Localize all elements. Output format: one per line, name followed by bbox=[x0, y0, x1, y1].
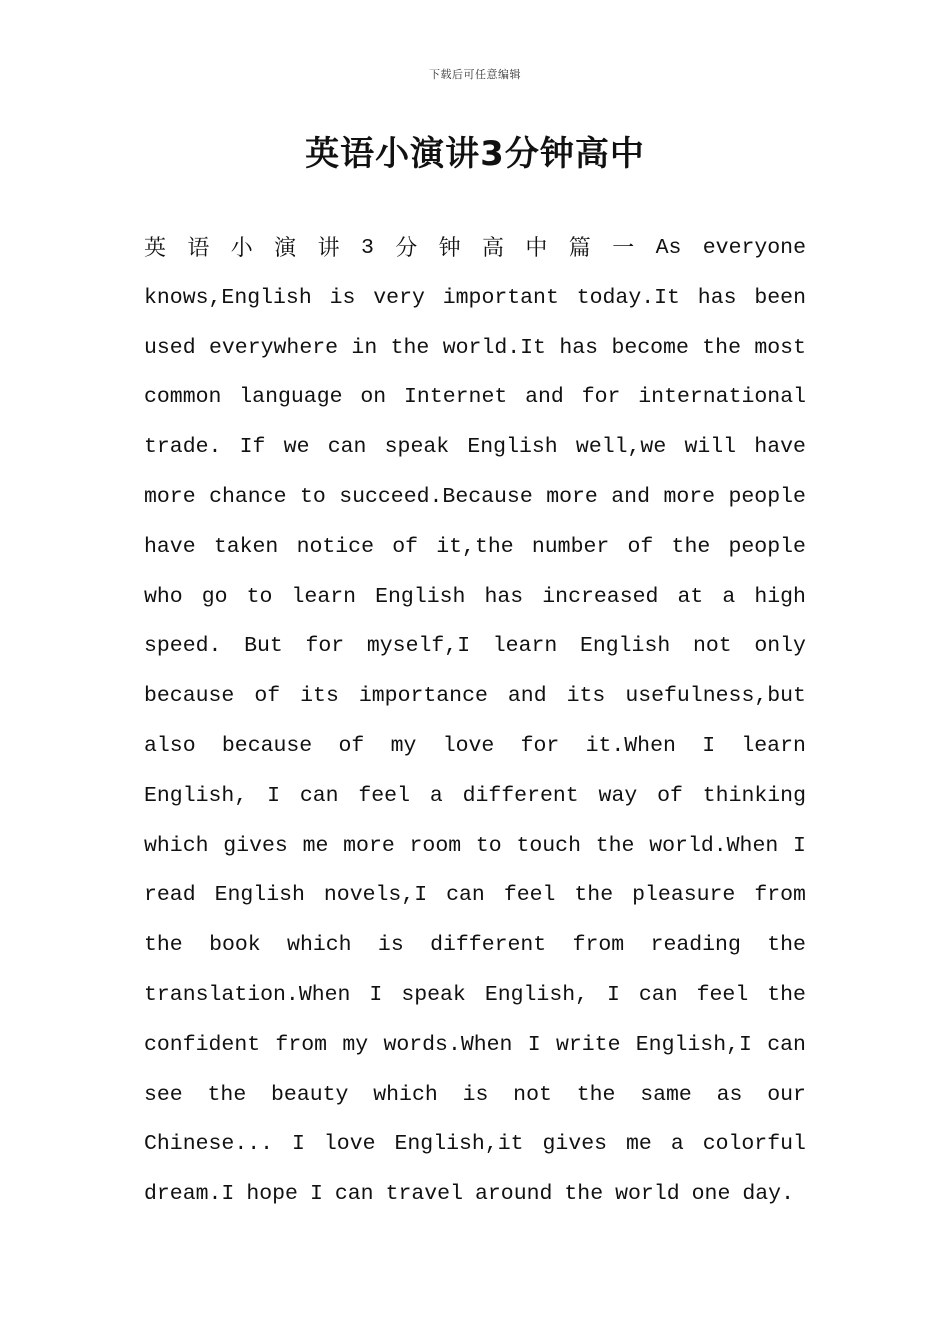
word: the bbox=[574, 883, 614, 908]
word: most bbox=[754, 335, 806, 360]
word: because bbox=[144, 684, 235, 709]
word: As bbox=[655, 236, 682, 260]
word: 演 bbox=[274, 236, 297, 261]
word: from bbox=[275, 1032, 328, 1057]
word: I bbox=[309, 1182, 323, 1207]
word: it,the bbox=[436, 534, 514, 559]
word: everyone bbox=[702, 236, 806, 260]
word: and bbox=[507, 684, 547, 709]
word: 高 bbox=[482, 236, 505, 261]
word: been bbox=[754, 285, 806, 310]
word: has bbox=[697, 285, 737, 310]
word: can bbox=[446, 883, 485, 908]
word: have bbox=[144, 534, 196, 559]
text-line bbox=[144, 274, 806, 324]
word: and bbox=[525, 385, 564, 410]
word: high bbox=[754, 584, 806, 609]
word: its bbox=[566, 684, 606, 709]
word: the bbox=[767, 933, 806, 958]
word: the bbox=[564, 1182, 604, 1207]
text-line bbox=[144, 1170, 806, 1220]
word: notice bbox=[296, 534, 374, 559]
word: confident bbox=[144, 1032, 261, 1057]
word: me bbox=[626, 1132, 652, 1157]
word: people bbox=[728, 484, 806, 509]
word: common bbox=[144, 385, 222, 410]
word: increased bbox=[542, 584, 659, 609]
word: love bbox=[442, 733, 495, 758]
word: the bbox=[595, 833, 635, 858]
word: for bbox=[520, 733, 560, 758]
word: a bbox=[670, 1132, 684, 1157]
word: which bbox=[287, 933, 352, 958]
word: in bbox=[351, 335, 378, 360]
word: beauty bbox=[271, 1082, 349, 1107]
word: not bbox=[692, 634, 732, 659]
word: world.It bbox=[442, 335, 546, 360]
word: the bbox=[144, 933, 183, 958]
word: usefulness,but bbox=[625, 684, 806, 709]
text-line bbox=[144, 672, 806, 722]
text-line bbox=[144, 1021, 806, 1071]
word: people bbox=[728, 534, 806, 559]
word: English bbox=[467, 435, 558, 460]
document-title: 英语小演讲3分钟高中 bbox=[305, 134, 645, 174]
word: its bbox=[300, 684, 339, 709]
word: it.When bbox=[585, 733, 676, 758]
text-line bbox=[144, 871, 806, 921]
word: will bbox=[684, 435, 737, 460]
word: gives bbox=[223, 833, 288, 858]
word: novels,I bbox=[323, 883, 428, 908]
word: of bbox=[392, 534, 419, 559]
text-line bbox=[144, 822, 806, 872]
word: 3 bbox=[360, 236, 374, 260]
word: Chinese... bbox=[144, 1132, 274, 1157]
word: I bbox=[607, 982, 620, 1007]
word: feel bbox=[503, 883, 556, 908]
word: very bbox=[373, 285, 425, 310]
word: international bbox=[638, 385, 806, 410]
word: learn bbox=[492, 634, 558, 659]
word: to bbox=[246, 584, 273, 609]
word: can bbox=[327, 435, 367, 460]
word: speak bbox=[384, 435, 450, 460]
word: a bbox=[722, 584, 736, 609]
word: travel bbox=[385, 1182, 463, 1207]
document-body bbox=[144, 224, 806, 1220]
word: 英 bbox=[144, 236, 167, 261]
word: not bbox=[513, 1082, 552, 1107]
word: for bbox=[581, 385, 621, 410]
word: different bbox=[430, 933, 547, 958]
word: 钟 bbox=[438, 236, 461, 261]
word: English bbox=[375, 584, 466, 609]
word: on bbox=[360, 385, 387, 410]
word: today.It bbox=[576, 285, 680, 310]
word: the bbox=[702, 335, 741, 360]
text-line bbox=[144, 772, 806, 822]
text-line bbox=[144, 971, 806, 1021]
word: number bbox=[531, 534, 610, 559]
word: thinking bbox=[702, 783, 806, 808]
word: learn bbox=[741, 733, 806, 758]
word: trade. bbox=[144, 435, 222, 460]
word: 语 bbox=[187, 236, 210, 261]
word: the bbox=[207, 1082, 247, 1107]
word: colorful bbox=[702, 1132, 806, 1157]
word: for bbox=[305, 634, 345, 659]
word: succeed.Because bbox=[339, 484, 533, 509]
word: But bbox=[244, 634, 283, 659]
text-line bbox=[144, 224, 806, 274]
word: my bbox=[390, 733, 417, 758]
word: world bbox=[615, 1182, 680, 1207]
text-line bbox=[144, 473, 806, 523]
word: become bbox=[611, 335, 689, 360]
word: at bbox=[677, 584, 704, 609]
word: the bbox=[576, 1082, 616, 1107]
word: touch bbox=[516, 833, 581, 858]
word: translation.When bbox=[144, 982, 351, 1007]
word: as bbox=[716, 1082, 743, 1107]
word: can bbox=[299, 783, 339, 808]
word: English bbox=[579, 634, 671, 659]
word: Internet bbox=[404, 385, 508, 410]
word: world.When bbox=[649, 833, 779, 858]
text-line bbox=[144, 1120, 806, 1170]
word: which bbox=[144, 833, 209, 858]
word: around bbox=[474, 1182, 553, 1207]
word: gives bbox=[542, 1132, 608, 1157]
word: more bbox=[546, 484, 598, 509]
word: of bbox=[254, 684, 281, 709]
word: from bbox=[754, 883, 806, 908]
word: because bbox=[221, 733, 313, 758]
word: I bbox=[793, 833, 806, 858]
word: learn bbox=[291, 584, 357, 609]
word: dream.I bbox=[144, 1182, 235, 1207]
word: words.When bbox=[383, 1032, 513, 1057]
word: importance bbox=[358, 684, 488, 709]
word: myself,I bbox=[366, 634, 471, 659]
word: can bbox=[638, 982, 678, 1007]
word: to bbox=[475, 833, 502, 858]
word: feel bbox=[696, 982, 749, 1007]
word: chance bbox=[209, 484, 287, 509]
word: only bbox=[754, 634, 806, 659]
word: English,it bbox=[394, 1132, 524, 1157]
word: used bbox=[144, 335, 196, 360]
word: to bbox=[299, 484, 326, 509]
word: and bbox=[611, 484, 650, 509]
word: go bbox=[201, 584, 228, 609]
word: has bbox=[484, 584, 524, 609]
word: also bbox=[144, 733, 196, 758]
word: book bbox=[209, 933, 261, 958]
word: English, bbox=[144, 783, 248, 808]
word: I bbox=[369, 982, 383, 1007]
word: the bbox=[671, 534, 711, 559]
text-line bbox=[144, 722, 806, 772]
word: has bbox=[559, 335, 599, 360]
word: knows,English bbox=[144, 285, 312, 310]
word: the bbox=[390, 335, 430, 360]
word: is bbox=[377, 933, 404, 958]
word: I bbox=[292, 1132, 305, 1157]
word: more bbox=[343, 833, 395, 858]
word: is bbox=[462, 1082, 489, 1107]
word: hope bbox=[246, 1182, 298, 1207]
text-line bbox=[144, 573, 806, 623]
word: well,we bbox=[575, 435, 667, 460]
word: reading bbox=[650, 933, 741, 958]
text-line bbox=[144, 523, 806, 573]
word: which bbox=[373, 1082, 438, 1107]
word: If bbox=[239, 435, 266, 460]
word: the bbox=[767, 982, 806, 1007]
word: have bbox=[754, 435, 806, 460]
text-line bbox=[144, 324, 806, 374]
word: can bbox=[334, 1182, 374, 1207]
word: is bbox=[329, 285, 356, 310]
word: see bbox=[144, 1082, 183, 1107]
word: who bbox=[144, 584, 183, 609]
word: room bbox=[409, 833, 462, 858]
word: me bbox=[302, 833, 329, 858]
word: I bbox=[267, 783, 280, 808]
word: from bbox=[572, 933, 625, 958]
word: English, bbox=[484, 982, 589, 1007]
text-line bbox=[144, 373, 806, 423]
word: of bbox=[338, 733, 365, 758]
word: feel bbox=[358, 783, 410, 808]
word: can bbox=[767, 1032, 806, 1057]
text-line bbox=[144, 921, 806, 971]
word: our bbox=[767, 1082, 806, 1107]
word: write bbox=[555, 1032, 621, 1057]
word: English,I bbox=[635, 1032, 752, 1057]
word: we bbox=[283, 435, 310, 460]
header-note: 下载后可任意编辑 bbox=[429, 68, 521, 81]
word: of bbox=[627, 534, 654, 559]
word: more bbox=[144, 484, 196, 509]
word: English bbox=[214, 883, 305, 908]
word: one bbox=[691, 1182, 731, 1207]
word: 篇 bbox=[568, 236, 591, 261]
text-line bbox=[144, 622, 806, 672]
word: my bbox=[342, 1032, 369, 1057]
word: 一 bbox=[612, 236, 635, 261]
word: 讲 bbox=[317, 236, 340, 261]
word: speed. bbox=[144, 634, 222, 659]
word: same bbox=[640, 1082, 692, 1107]
word: speak bbox=[401, 982, 466, 1007]
word: way bbox=[598, 783, 638, 808]
word: different bbox=[462, 783, 579, 808]
word: of bbox=[657, 783, 683, 808]
word: everywhere bbox=[209, 335, 339, 360]
word: more bbox=[663, 484, 716, 509]
word: taken bbox=[213, 534, 279, 559]
word: 分 bbox=[395, 236, 418, 261]
text-line bbox=[144, 1071, 806, 1121]
word: language bbox=[239, 385, 343, 410]
word: I bbox=[527, 1032, 541, 1057]
word: a bbox=[429, 783, 443, 808]
word: 中 bbox=[525, 236, 548, 261]
word: important bbox=[442, 285, 559, 310]
word: read bbox=[144, 883, 196, 908]
word: love bbox=[323, 1132, 376, 1157]
word: 小 bbox=[230, 236, 253, 261]
word: I bbox=[702, 733, 716, 758]
word: day. bbox=[742, 1182, 794, 1207]
word: pleasure bbox=[632, 883, 736, 908]
text-line bbox=[144, 423, 806, 473]
